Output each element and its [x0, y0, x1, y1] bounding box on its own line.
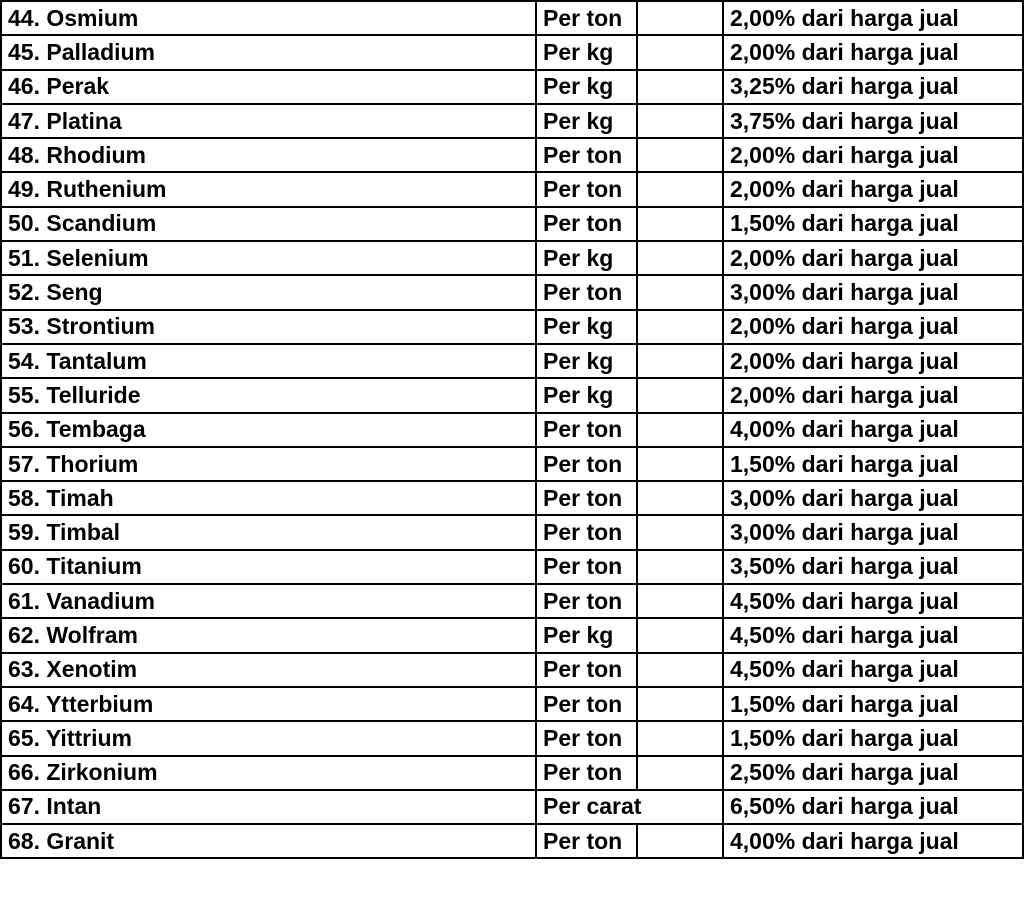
empty-cell — [637, 447, 723, 481]
empty-cell — [637, 138, 723, 172]
empty-cell — [637, 70, 723, 104]
mineral-name-cell: 61. Vanadium — [1, 584, 536, 618]
empty-cell — [637, 687, 723, 721]
mineral-name-cell: 66. Zirkonium — [1, 756, 536, 790]
unit-cell: Per carat — [536, 790, 723, 824]
table-row — [1, 35, 1023, 69]
rate-cell: 3,00% dari harga jual — [723, 515, 1023, 549]
mineral-name-cell: 44. Osmium — [1, 1, 536, 35]
mineral-name-cell: 46. Perak — [1, 70, 536, 104]
mineral-name-cell: 64. Ytterbium — [1, 687, 536, 721]
empty-cell — [637, 481, 723, 515]
unit-cell: Per ton — [536, 172, 637, 206]
rate-cell: 1,50% dari harga jual — [723, 447, 1023, 481]
unit-cell: Per kg — [536, 378, 637, 412]
unit-cell: Per ton — [536, 687, 637, 721]
empty-cell — [637, 104, 723, 138]
empty-cell — [637, 721, 723, 755]
table-row — [1, 550, 1023, 584]
unit-cell: Per kg — [536, 310, 637, 344]
empty-cell — [637, 618, 723, 652]
mineral-name-cell: 47. Platina — [1, 104, 536, 138]
unit-cell: Per ton — [536, 584, 637, 618]
table-row — [1, 310, 1023, 344]
table-row — [1, 481, 1023, 515]
rate-cell: 4,00% dari harga jual — [723, 824, 1023, 858]
mineral-name-cell: 49. Ruthenium — [1, 172, 536, 206]
table-row — [1, 275, 1023, 309]
table-row — [1, 447, 1023, 481]
unit-cell: Per ton — [536, 207, 637, 241]
empty-cell — [637, 35, 723, 69]
rate-cell: 4,50% dari harga jual — [723, 653, 1023, 687]
rate-cell: 2,00% dari harga jual — [723, 378, 1023, 412]
rate-cell: 3,25% dari harga jual — [723, 70, 1023, 104]
rate-cell: 1,50% dari harga jual — [723, 687, 1023, 721]
rate-cell: 2,00% dari harga jual — [723, 1, 1023, 35]
table-row — [1, 1, 1023, 35]
table-row — [1, 104, 1023, 138]
empty-cell — [637, 207, 723, 241]
empty-cell — [637, 344, 723, 378]
rate-cell: 6,50% dari harga jual — [723, 790, 1023, 824]
mineral-name-cell: 53. Strontium — [1, 310, 536, 344]
table-row — [1, 721, 1023, 755]
empty-cell — [637, 378, 723, 412]
table-row — [1, 70, 1023, 104]
unit-cell: Per ton — [536, 1, 637, 35]
mineral-name-cell: 55. Telluride — [1, 378, 536, 412]
rate-cell: 2,50% dari harga jual — [723, 756, 1023, 790]
table-body — [1, 1, 1023, 858]
mineral-name-cell: 50. Scandium — [1, 207, 536, 241]
empty-cell — [637, 653, 723, 687]
rate-cell: 2,00% dari harga jual — [723, 172, 1023, 206]
empty-cell — [637, 756, 723, 790]
unit-cell: Per kg — [536, 618, 637, 652]
table-row — [1, 344, 1023, 378]
unit-cell: Per kg — [536, 104, 637, 138]
rate-cell: 2,00% dari harga jual — [723, 35, 1023, 69]
mineral-name-cell: 62. Wolfram — [1, 618, 536, 652]
unit-cell: Per ton — [536, 447, 637, 481]
rate-cell: 4,50% dari harga jual — [723, 618, 1023, 652]
mineral-name-cell: 58. Timah — [1, 481, 536, 515]
unit-cell: Per ton — [536, 721, 637, 755]
rate-cell: 3,00% dari harga jual — [723, 275, 1023, 309]
unit-cell: Per kg — [536, 70, 637, 104]
table-row — [1, 172, 1023, 206]
table-row — [1, 241, 1023, 275]
rate-cell: 4,50% dari harga jual — [723, 584, 1023, 618]
empty-cell — [637, 413, 723, 447]
unit-cell: Per ton — [536, 515, 637, 549]
empty-cell — [637, 1, 723, 35]
mineral-name-cell: 52. Seng — [1, 275, 536, 309]
mineral-name-cell: 68. Granit — [1, 824, 536, 858]
mineral-name-cell: 54. Tantalum — [1, 344, 536, 378]
rate-cell: 3,00% dari harga jual — [723, 481, 1023, 515]
unit-cell: Per ton — [536, 138, 637, 172]
mineral-name-cell: 63. Xenotim — [1, 653, 536, 687]
mineral-name-cell: 56. Tembaga — [1, 413, 536, 447]
mineral-name-cell: 65. Yittrium — [1, 721, 536, 755]
table-row — [1, 378, 1023, 412]
table-row — [1, 413, 1023, 447]
rate-cell: 2,00% dari harga jual — [723, 310, 1023, 344]
empty-cell — [637, 310, 723, 344]
rate-cell: 3,50% dari harga jual — [723, 550, 1023, 584]
unit-cell: Per ton — [536, 550, 637, 584]
unit-cell: Per ton — [536, 756, 637, 790]
table-row — [1, 824, 1023, 858]
empty-cell — [637, 550, 723, 584]
empty-cell — [637, 241, 723, 275]
mineral-name-cell: 45. Palladium — [1, 35, 536, 69]
unit-cell: Per ton — [536, 653, 637, 687]
rate-cell: 1,50% dari harga jual — [723, 721, 1023, 755]
unit-cell: Per ton — [536, 481, 637, 515]
table-row — [1, 584, 1023, 618]
table-row — [1, 790, 1023, 824]
unit-cell: Per kg — [536, 241, 637, 275]
unit-cell: Per kg — [536, 344, 637, 378]
rate-cell: 2,00% dari harga jual — [723, 241, 1023, 275]
empty-cell — [637, 584, 723, 618]
table-row — [1, 515, 1023, 549]
table-row — [1, 207, 1023, 241]
mineral-name-cell: 60. Titanium — [1, 550, 536, 584]
empty-cell — [637, 824, 723, 858]
rate-cell: 4,00% dari harga jual — [723, 413, 1023, 447]
table-row — [1, 687, 1023, 721]
mineral-name-cell: 67. Intan — [1, 790, 536, 824]
mineral-name-cell: 51. Selenium — [1, 241, 536, 275]
rate-cell: 1,50% dari harga jual — [723, 207, 1023, 241]
mineral-name-cell: 57. Thorium — [1, 447, 536, 481]
empty-cell — [637, 275, 723, 309]
empty-cell — [637, 515, 723, 549]
unit-cell: Per ton — [536, 275, 637, 309]
unit-cell: Per ton — [536, 824, 637, 858]
rate-cell: 3,75% dari harga jual — [723, 104, 1023, 138]
unit-cell: Per kg — [536, 35, 637, 69]
empty-cell — [637, 172, 723, 206]
table-row — [1, 138, 1023, 172]
mineral-name-cell: 59. Timbal — [1, 515, 536, 549]
table-row — [1, 618, 1023, 652]
table-row — [1, 653, 1023, 687]
rate-cell: 2,00% dari harga jual — [723, 138, 1023, 172]
mineral-name-cell: 48. Rhodium — [1, 138, 536, 172]
rate-cell: 2,00% dari harga jual — [723, 344, 1023, 378]
table-row — [1, 756, 1023, 790]
unit-cell: Per ton — [536, 413, 637, 447]
